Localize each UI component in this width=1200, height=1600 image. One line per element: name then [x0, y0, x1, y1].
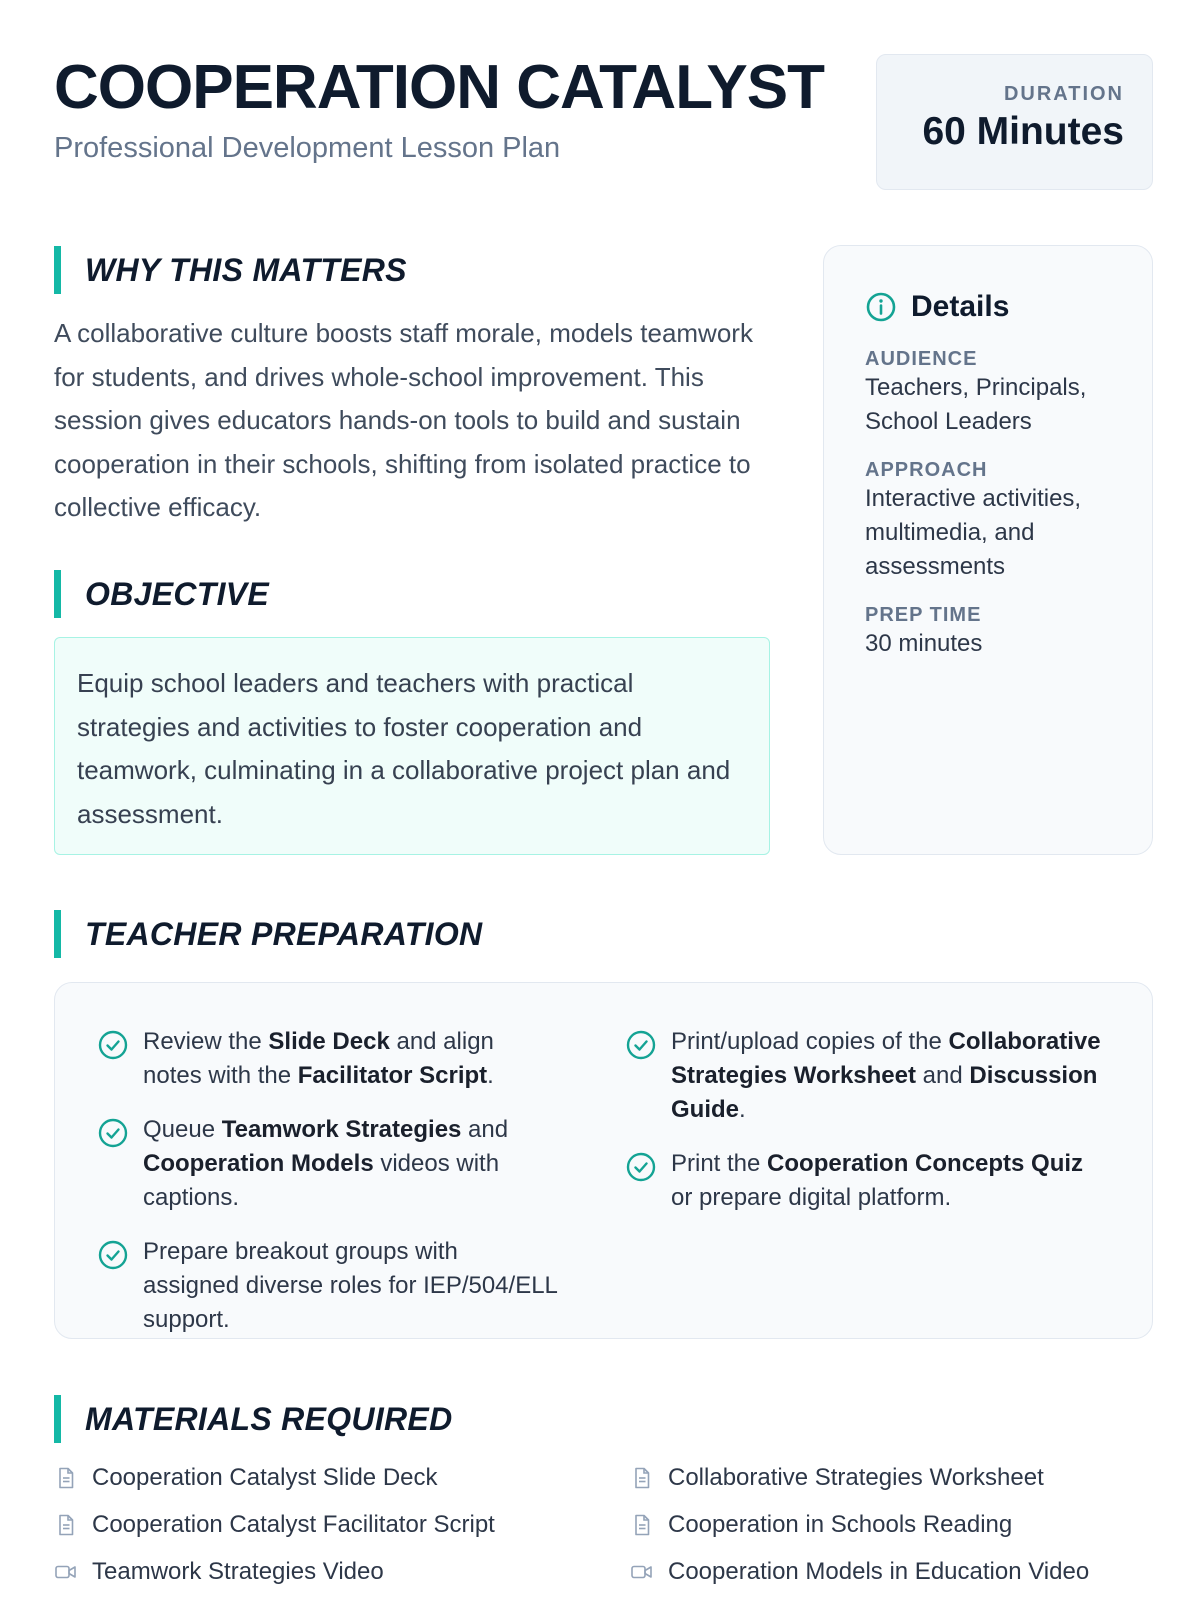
preparation-column-right — [625, 1025, 1105, 1235]
check-circle-icon — [625, 1029, 657, 1061]
video-icon — [630, 1560, 654, 1584]
material-label: Teamwork Strategies Video — [92, 1558, 384, 1585]
why-heading-text: WHY THIS MATTERS — [85, 251, 407, 288]
objective-box: Equip school leaders and teachers with practical strategies and activities to foster cooperation and teamwork, culminating in a collaborative project plan and assessment. — [54, 637, 770, 855]
document-icon — [54, 1513, 78, 1537]
material-item — [630, 1510, 1012, 1540]
objective-heading — [54, 570, 269, 618]
material-label: Cooperation Models in Education Video — [668, 1558, 1090, 1585]
objective-heading-text: OBJECTIVE — [85, 575, 270, 612]
approach-value: Interactive activities, multimedia, and assessments — [865, 485, 1082, 580]
prep-item-text: Print/upload copies of the Collaborative Strategies Worksheet and Discussion Guide. — [671, 1028, 1101, 1123]
audience-label: AUDIENCE — [865, 348, 978, 370]
why-text: A collaborative culture boosts staff morale, models teamwork for students, and drives whole-school improvement. This session gives educators hands-on tools to build and sustain cooperation in their schools, shifting from isolated practice to collective efficacy. — [54, 318, 753, 522]
prep-item-text: Queue Teamwork Strategies and Cooperation Models videos with captions. — [143, 1116, 509, 1211]
check-circle-icon — [97, 1239, 129, 1271]
material-item — [54, 1557, 384, 1587]
duration-card — [876, 54, 1153, 190]
video-icon — [54, 1560, 78, 1584]
material-label: Cooperation in Schools Reading — [668, 1511, 1013, 1538]
details-title-text: Details — [911, 290, 1010, 323]
info-icon — [865, 291, 897, 323]
audience-value: Teachers, Principals, School Leaders — [865, 374, 1087, 435]
prep-item-text: Prepare breakout groups with assigned diverse roles for IEP/504/ELL support. — [143, 1238, 558, 1333]
document-icon — [630, 1513, 654, 1537]
prep-item — [625, 1025, 1105, 1127]
prep-item-text: Print the Cooperation Concepts Quiz or prepare digital platform. — [671, 1150, 1084, 1211]
prep-item — [625, 1147, 1105, 1215]
material-item — [54, 1510, 495, 1540]
prep-time-value: 30 minutes — [865, 630, 983, 657]
preparation-card — [54, 982, 1153, 1339]
prep-item — [97, 1235, 557, 1337]
material-label: Cooperation Catalyst Facilitator Script — [92, 1511, 495, 1538]
duration-value: 60 Minutes — [922, 110, 1124, 153]
prep-item — [97, 1025, 557, 1093]
material-item — [630, 1463, 1044, 1493]
duration-label: DURATION — [1003, 83, 1124, 105]
materials-heading — [54, 1395, 452, 1443]
check-circle-icon — [97, 1029, 129, 1061]
material-label: Collaborative Strategies Worksheet — [668, 1464, 1044, 1491]
prep-item-text: Review the Slide Deck and align notes with the Facilitator Script. — [143, 1028, 494, 1089]
material-item — [54, 1463, 438, 1493]
preparation-heading — [54, 910, 482, 958]
document-icon — [630, 1466, 654, 1490]
page-title: COOPERATION CATALYST — [54, 53, 824, 122]
details-card — [823, 245, 1153, 855]
approach-label: APPROACH — [865, 459, 988, 481]
preparation-heading-text: TEACHER PREPARATION — [85, 915, 483, 952]
check-circle-icon — [625, 1151, 657, 1183]
prep-time-label: PREP TIME — [865, 604, 982, 626]
page-subtitle: Professional Development Lesson Plan — [54, 132, 561, 164]
preparation-column-left — [97, 1025, 557, 1357]
materials-heading-text: MATERIALS REQUIRED — [85, 1400, 453, 1437]
details-title — [865, 290, 1132, 324]
why-heading — [54, 246, 407, 294]
material-item — [630, 1557, 1089, 1587]
prep-item — [97, 1113, 557, 1215]
check-circle-icon — [97, 1117, 129, 1149]
document-icon — [54, 1466, 78, 1490]
material-label: Cooperation Catalyst Slide Deck — [92, 1464, 438, 1491]
